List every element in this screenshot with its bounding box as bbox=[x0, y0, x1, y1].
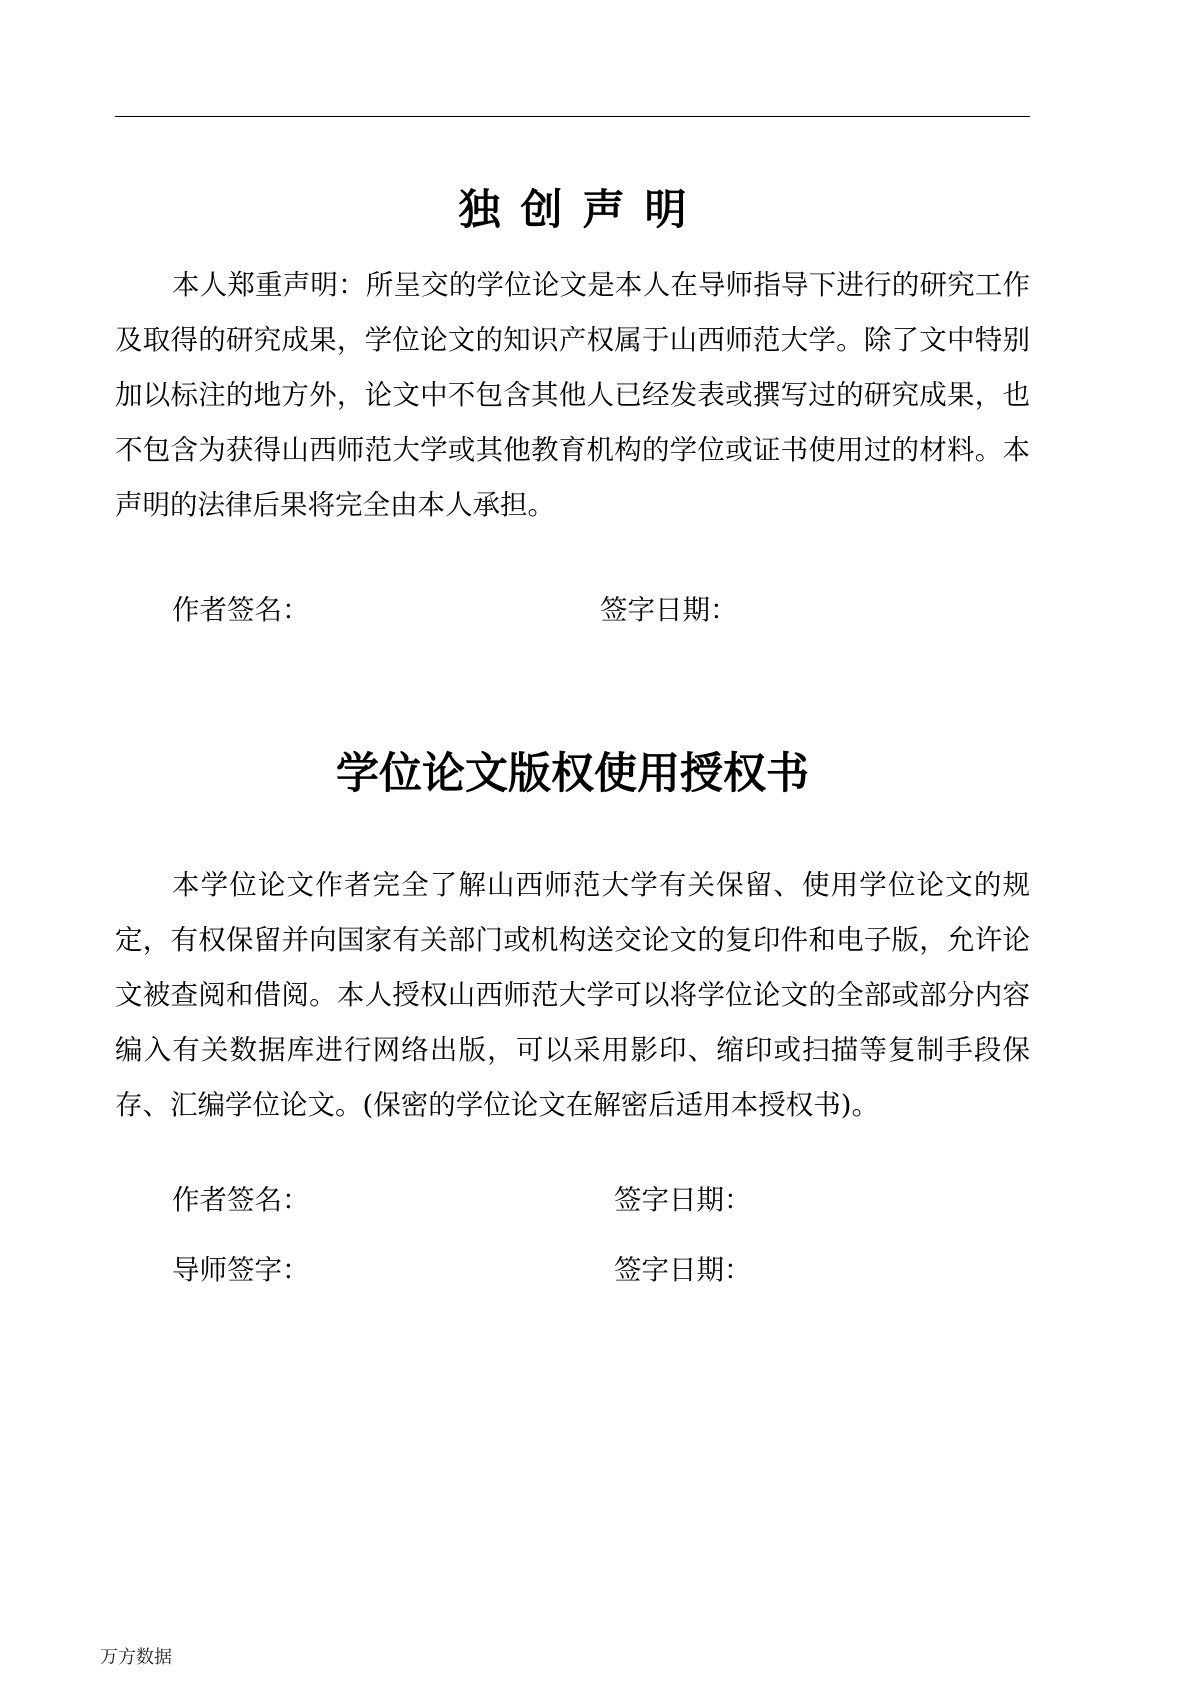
declaration-author-signature-label: 作者签名： bbox=[172, 594, 310, 626]
license-author-signature-label: 作者签名： bbox=[172, 1184, 310, 1216]
header-rule bbox=[115, 116, 1030, 117]
license-advisor-signature-label: 导师签字： bbox=[172, 1254, 310, 1286]
license-title: 学位论文版权使用授权书 bbox=[336, 749, 809, 799]
declaration-body: 本人郑重声明：所呈交的学位论文是本人在导师指导下进行的研究工作及取得的研究成果，学位论文的知识产权属于山西师范大学。除了文中特别加以标注的地方外，论文中不包含其他人已经发表或撰写过的研究成果，也不包含为获得山西师范大学或其他教育机构的学位或证书使用过的材料。本声明的法律后果将完全由本人承担。 bbox=[115, 269, 1030, 521]
license-advisor-sign-date-label: 签字日期： bbox=[614, 1254, 752, 1286]
license-body: 本学位论文作者完全了解山西师范大学有关保留、使用学位论文的规定，有权保留并向国家有关部门或机构送交论文的复印件和电子版，允许论文被查阅和借阅。本人授权山西师范大学可以将学位论文的全部或部分内容编入有关数据库进行网络出版，可以采用影印、缩印或扫描等复制手段保存、汇编学位论文。(保密的学位论文在解密后适用本授权书)。 bbox=[115, 869, 1030, 1121]
license-author-sign-date-label: 签字日期： bbox=[614, 1184, 752, 1216]
wanfang-watermark: 万方数据 bbox=[100, 1647, 172, 1668]
declaration-sign-date-label: 签字日期： bbox=[600, 594, 738, 626]
declaration-title: 独创声明 bbox=[458, 185, 707, 234]
